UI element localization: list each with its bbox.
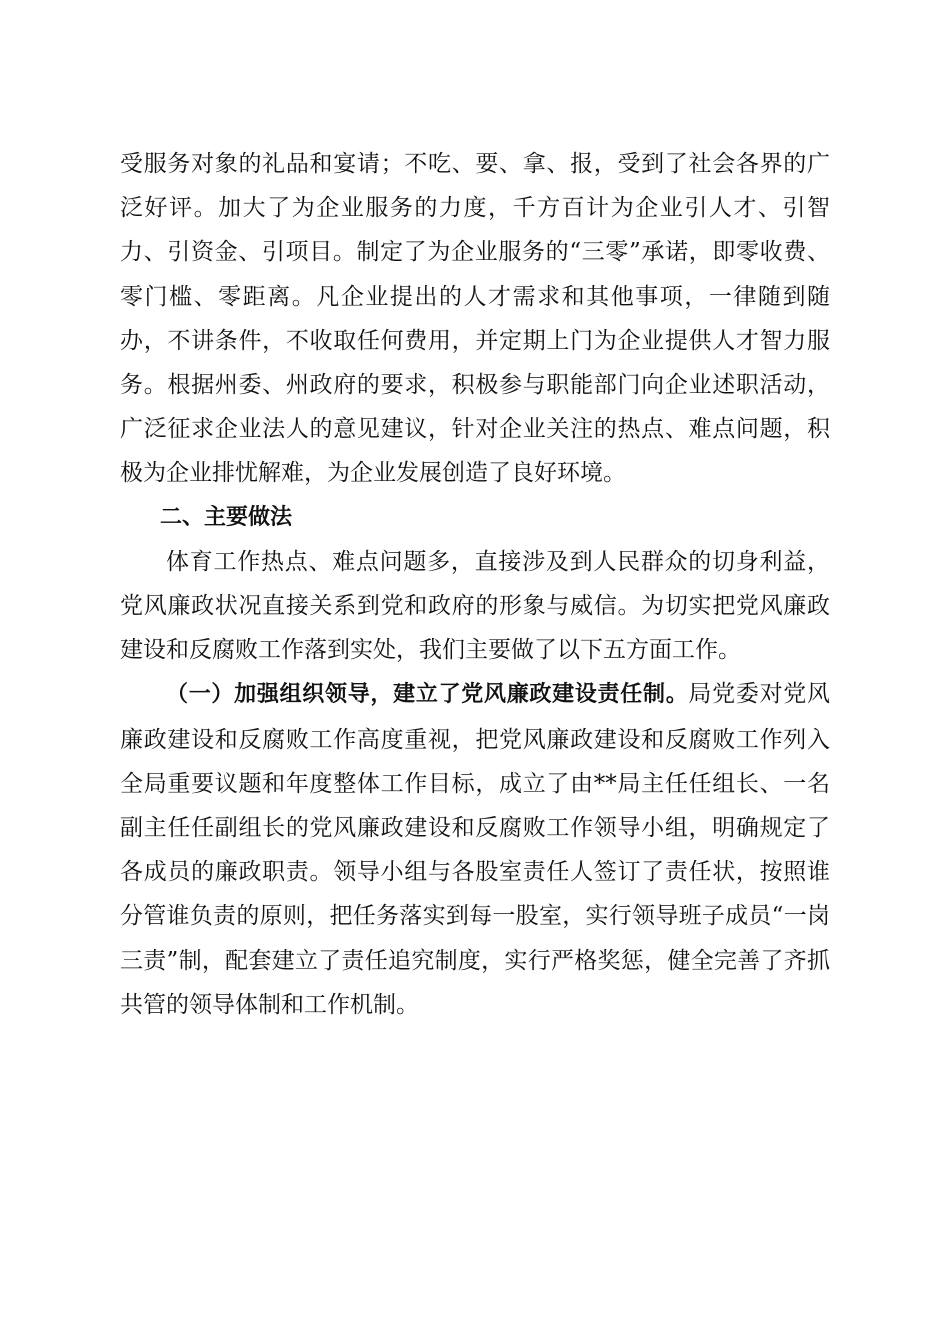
section-heading-main-practices: 二、主要做法 bbox=[160, 504, 293, 530]
paragraph-main-practices-intro: 体育工作热点、难点问题多，直接涉及到人民群众的切身利益，党风廉政状况直接关系到党和政府的形象与威信。为切实把党风廉政建设和反腐败工作落到实处，我们主要做了以下五方面工作。 bbox=[120, 548, 830, 664]
subsection-heading-organization-leadership: （一）加强组织领导，建立了党风廉政建设责任制。 bbox=[166, 682, 689, 708]
paragraph-organization-leadership-body: 局党委对党风廉政建设和反腐败工作高度重视，把党风廉政建设和反腐败工作列入全局重要议题和年度整体工作目标，成立了由**局主任任组长、一名副主任任副组长的党风廉政建设和反腐败工作领导小组，明确规定了各成员的廉政职责。领导小组与各股室责任人签订了责任状，按照谁分管谁负责的原则，把任务落实到每一股室，实行领导班子成员“一岗三责”制，配套建立了责任追究制度，实行严格奖惩，健全完善了齐抓共管的领导体制和工作机制。 bbox=[120, 681, 830, 1018]
paragraph-service-commitment: 受服务对象的礼品和宴请；不吃、要、拿、报，受到了社会各界的广泛好评。加大了为企业服务的力度，千方百计为企业引人才、引智力、引资金、引项目。制定了为企业服务的“三零”承诺，即零收费、零门槛、零距离。凡企业提出的人才需求和其他事项，一律随到随办，不讲条件，不收取任何费用，并定期上门为企业提供人才智力服务。根据州委、州政府的要求，积极参与职能部门向企业述职活动，广泛征求企业法人的意见建议，针对企业关注的热点、难点问题，积极为企业排忧解难，为企业发展创造了良好环境。 bbox=[120, 151, 830, 487]
document-body bbox=[120, 142, 830, 1027]
paragraph-organization-leadership bbox=[120, 672, 830, 1027]
